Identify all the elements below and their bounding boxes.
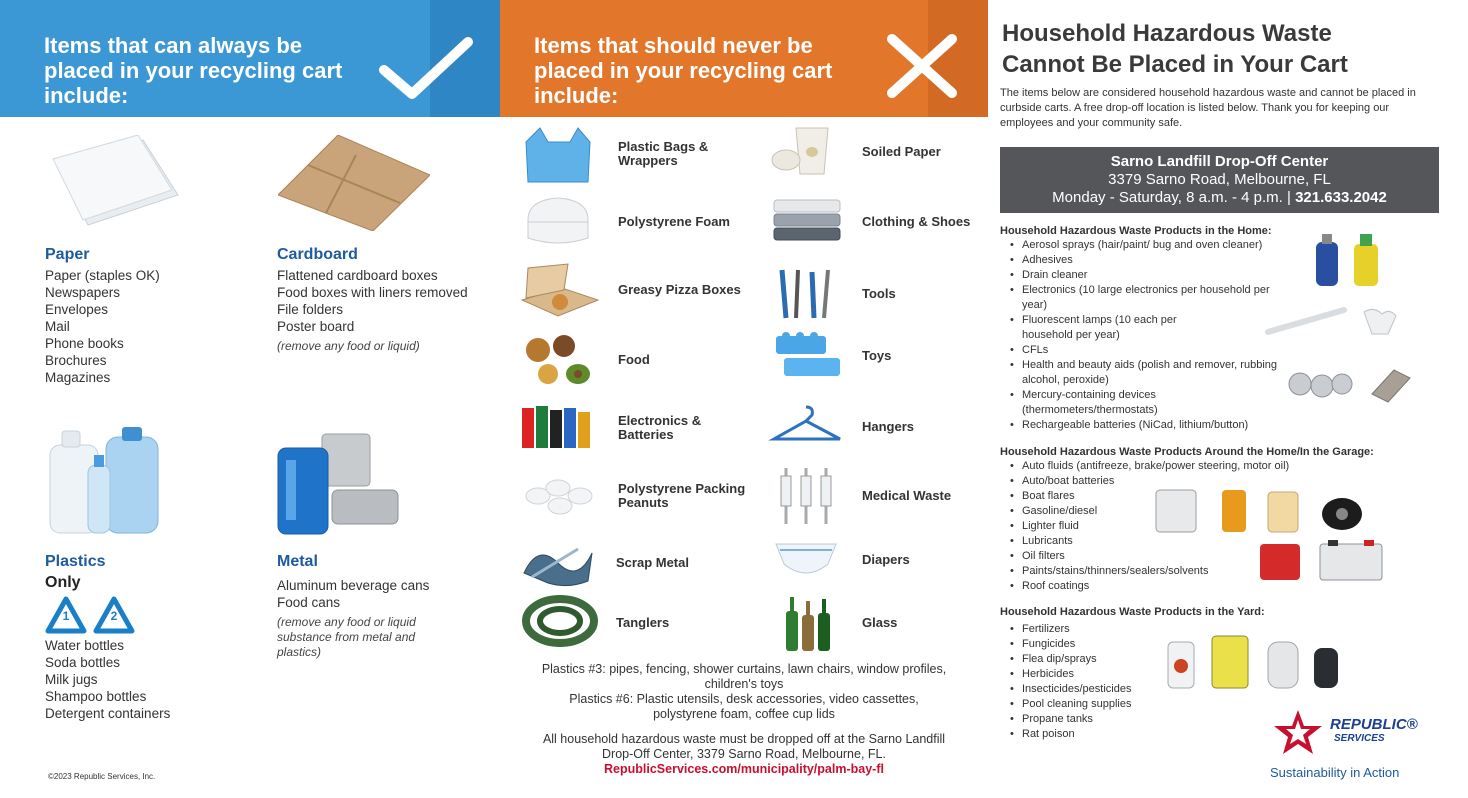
cardboard-title: Cardboard: [277, 246, 358, 263]
list-item: • Lubricants: [1010, 534, 1460, 549]
hazardous-garage-heading: Household Hazardous Waste Products Around the Home/In the Garage:: [1000, 446, 1374, 458]
list-item: • Rat poison: [1010, 727, 1320, 742]
list-item: Newspapers: [45, 285, 121, 300]
never-item: [518, 192, 748, 252]
never-item-label: Scrap Metal: [616, 555, 689, 570]
toys-icon: [766, 326, 848, 386]
list-item: • Auto fluids (antifreeze, brake/power steering, motor oil): [1010, 459, 1460, 474]
never-item-label: Electronics & Batteries: [618, 413, 702, 442]
always-recycle-column: [0, 0, 500, 798]
hazardous-title-line2: Cannot Be Placed in Your Cart: [1002, 51, 1348, 78]
list-item: Detergent containers: [45, 706, 171, 721]
list-item: • Fluorescent lamps (10 each per household per year): [1010, 313, 1210, 343]
list-item: • Fertilizers: [1010, 622, 1320, 637]
never-item-label: Soiled Paper: [862, 144, 941, 159]
hose-icon: [518, 593, 608, 653]
recycle-code-2-icon: [93, 596, 135, 634]
hazardous-home-section: [1000, 225, 1300, 433]
soiled-paper-icon: [766, 122, 848, 182]
list-item: • Health and beauty aids (polish and remover, rubbing alcohol, peroxide): [1010, 358, 1280, 388]
plastics-6-note: Plastics #6: Plastic utensils, desk accessories, video cassettes, polystyrene foam, coffee cup lids: [569, 692, 919, 721]
list-item: • Propane tanks: [1010, 712, 1320, 727]
never-item-label: Polystyrene Packing Peanuts: [618, 481, 746, 510]
never-item: [766, 326, 992, 386]
never-item: [518, 398, 748, 458]
never-item: [518, 260, 748, 320]
never-item-label: Tools: [862, 286, 896, 301]
list-item: • CFLs: [1010, 343, 1300, 358]
list-item: Brochures: [45, 353, 107, 368]
never-item-label: Greasy Pizza Boxes: [618, 282, 741, 297]
plastics-subtitle: Only: [45, 574, 81, 591]
garage-chemicals-icon: [1152, 484, 1392, 584]
list-item: • Herbicides: [1010, 667, 1320, 682]
hazardous-home-list: [1000, 238, 1300, 433]
cardboard-icon: [278, 135, 430, 231]
list-item: • Roof coatings: [1010, 579, 1460, 594]
tools-icon: [766, 264, 848, 324]
never-item: [518, 330, 748, 390]
metal-note: (remove any food or liquid substance from metal and plastics): [277, 615, 416, 659]
recycle-code-1: 1: [62, 609, 70, 623]
scrap-metal-icon: [518, 533, 608, 593]
never-item-label: Medical Waste: [862, 488, 952, 503]
plastics-3-note: Plastics #3: pipes, fencing, shower curtains, lawn chairs, window profiles, children's toys: [541, 662, 947, 691]
button-batteries-icon: [1286, 364, 1416, 404]
paper-category: [45, 246, 160, 386]
dropoff-hours: Monday - Saturday, 8 a.m. - 4 p.m. |: [1052, 189, 1291, 206]
yard-chemicals-icon: [1164, 630, 1354, 690]
never-banner-title: Items that should never be placed in your recycling cart include:: [534, 33, 833, 108]
tagline: Sustainability in Action: [1270, 765, 1400, 780]
recycle-code-2: 2: [110, 609, 118, 623]
hazardous-home-heading: Household Hazardous Waste Products in the Home:: [1000, 225, 1272, 237]
never-item-label: Hangers: [862, 419, 915, 434]
glass-bottles-icon: [766, 593, 848, 653]
hazardous-title: [1002, 18, 1348, 80]
dropoff-address: 3379 Sarno Road, Melbourne, FL: [1108, 171, 1331, 188]
list-item: • Electronics (10 large electronics per household per year): [1010, 283, 1280, 313]
list-item: • Drain cleaner: [1010, 268, 1300, 283]
list-item: • Rechargeable batteries (NiCad, lithium/button): [1010, 418, 1300, 433]
list-item: • Auto/boat batteries: [1010, 474, 1460, 489]
foam-container-icon: [518, 192, 608, 252]
syringe-icon: [766, 466, 848, 526]
never-item-label: Polystyrene Foam: [618, 214, 730, 229]
metal-list: [277, 577, 447, 611]
dropoff-center-box: [1000, 147, 1439, 213]
list-item: Food cans: [277, 595, 341, 610]
food-icon: [518, 330, 608, 390]
republic-services-logo: [1270, 708, 1450, 788]
list-item: Poster board: [277, 319, 355, 334]
diaper-icon: [766, 530, 848, 590]
check-icon: [378, 36, 474, 102]
never-bottom-notes: [500, 662, 988, 777]
list-item: Paper (staples OK): [45, 268, 160, 283]
list-item: Aluminum beverage cans: [277, 578, 430, 593]
cardboard-category: [277, 246, 468, 354]
metal-cans-icon: [276, 432, 404, 538]
list-item: • Mercury-containing devices (thermometers/thermostats): [1010, 388, 1210, 418]
paper-icon: [48, 135, 183, 230]
never-item-label: Clothing & Shoes: [862, 214, 971, 229]
fluorescent-lamp-icon: [1264, 304, 1404, 340]
republic-star-icon: [1270, 708, 1326, 758]
republic-brand-sub: SERVICES: [1334, 733, 1385, 744]
recycle-code-1-icon: [45, 596, 87, 634]
republic-brand-name: REPUBLIC®: [1330, 716, 1418, 733]
never-item: [766, 122, 992, 182]
hazardous-intro: The items below are considered household hazardous waste and cannot be placed in curbside carts. A free drop-off location is listed below. Thank you for keeping our employees and your community safe.: [1000, 87, 1416, 129]
cardboard-list: [277, 267, 468, 335]
list-item: Phone books: [45, 336, 124, 351]
never-item: [518, 124, 748, 184]
cardboard-note: (remove any food or liquid): [277, 339, 420, 353]
never-item: [766, 593, 992, 653]
list-item: Food boxes with liners removed: [277, 285, 468, 300]
hanger-icon: [766, 397, 848, 457]
recycle-codes: [45, 596, 170, 634]
never-item-label: Glass: [862, 615, 898, 630]
x-icon: [884, 33, 960, 99]
metal-category: [277, 553, 447, 660]
aerosol-cleaner-icon: [1310, 232, 1386, 288]
never-item: [518, 593, 746, 653]
list-item: • Pool cleaning supplies: [1010, 697, 1320, 712]
list-item: Milk jugs: [45, 672, 98, 687]
list-item: • Boat flares: [1010, 489, 1460, 504]
dropoff-name: Sarno Landfill Drop-Off Center: [1110, 153, 1329, 170]
list-item: • Adhesives: [1010, 253, 1300, 268]
never-item-label: Toys: [862, 348, 892, 363]
paper-title: Paper: [45, 246, 90, 263]
hazardous-waste-column: [988, 0, 1468, 798]
list-item: • Aerosol sprays (hair/paint/ bug and oven cleaner): [1010, 238, 1300, 253]
never-item: [766, 530, 992, 590]
never-item-label: Diapers: [862, 552, 910, 567]
dropoff-hours-line: [1000, 189, 1439, 206]
copyright: ©2023 Republic Services, Inc.: [48, 772, 156, 781]
never-item-label: Plastic Bags & Wrappers: [618, 139, 709, 168]
list-item: Envelopes: [45, 302, 109, 317]
never-item-label: Food: [618, 352, 650, 367]
never-item: [766, 397, 992, 457]
metal-title: Metal: [277, 553, 318, 570]
never-item: [518, 533, 746, 593]
hazardous-yard-heading: Household Hazardous Waste Products in the Yard:: [1000, 606, 1265, 618]
always-banner-title: Items that can always be placed in your recycling cart include:: [44, 33, 343, 108]
list-item: Soda bottles: [45, 655, 121, 670]
list-item: Water bottles: [45, 638, 125, 653]
never-item: [518, 466, 748, 526]
list-item: Magazines: [45, 370, 111, 385]
never-item: [766, 466, 992, 526]
never-recycle-column: [500, 0, 988, 798]
never-banner: [500, 0, 988, 117]
list-item: Shampoo bottles: [45, 689, 147, 704]
list-item: • Oil filters: [1010, 549, 1460, 564]
never-item: [766, 264, 992, 324]
list-item: • Gasoline/diesel: [1010, 504, 1460, 519]
paper-list: [45, 267, 160, 386]
plastics-list: [45, 637, 170, 722]
plastics-title: Plastics: [45, 553, 106, 570]
packing-peanuts-icon: [518, 466, 608, 526]
plastic-bottles-icon: [48, 425, 163, 535]
list-item: • Paints/stains/thinners/sealers/solvents: [1010, 564, 1460, 579]
never-item: [766, 192, 992, 252]
always-banner: [0, 0, 500, 117]
pizza-box-icon: [518, 260, 608, 320]
clothing-icon: [766, 192, 848, 252]
plastic-bag-icon: [518, 124, 608, 184]
list-item: • Flea dip/sprays: [1010, 652, 1320, 667]
dropoff-phone[interactable]: 321.633.2042: [1295, 189, 1387, 206]
list-item: • Lighter fluid: [1010, 519, 1460, 534]
plastics-category: [45, 553, 170, 722]
list-item: • Insecticides/pesticides: [1010, 682, 1320, 697]
republic-services-link[interactable]: RepublicServices.com/municipality/palm-bay-fl: [604, 762, 884, 776]
batteries-icon: [518, 398, 608, 458]
never-item-label: Tanglers: [616, 615, 670, 630]
list-item: • Fungicides: [1010, 637, 1320, 652]
list-item: Mail: [45, 319, 70, 334]
dropoff-note: All household hazardous waste must be dropped off at the Sarno Landfill Drop-Off Center, 3379 Sarno Road, Melbourne, FL.: [542, 732, 946, 761]
hazardous-title-line1: Household Hazardous Waste: [1002, 20, 1332, 47]
list-item: Flattened cardboard boxes: [277, 268, 438, 283]
list-item: File folders: [277, 302, 344, 317]
